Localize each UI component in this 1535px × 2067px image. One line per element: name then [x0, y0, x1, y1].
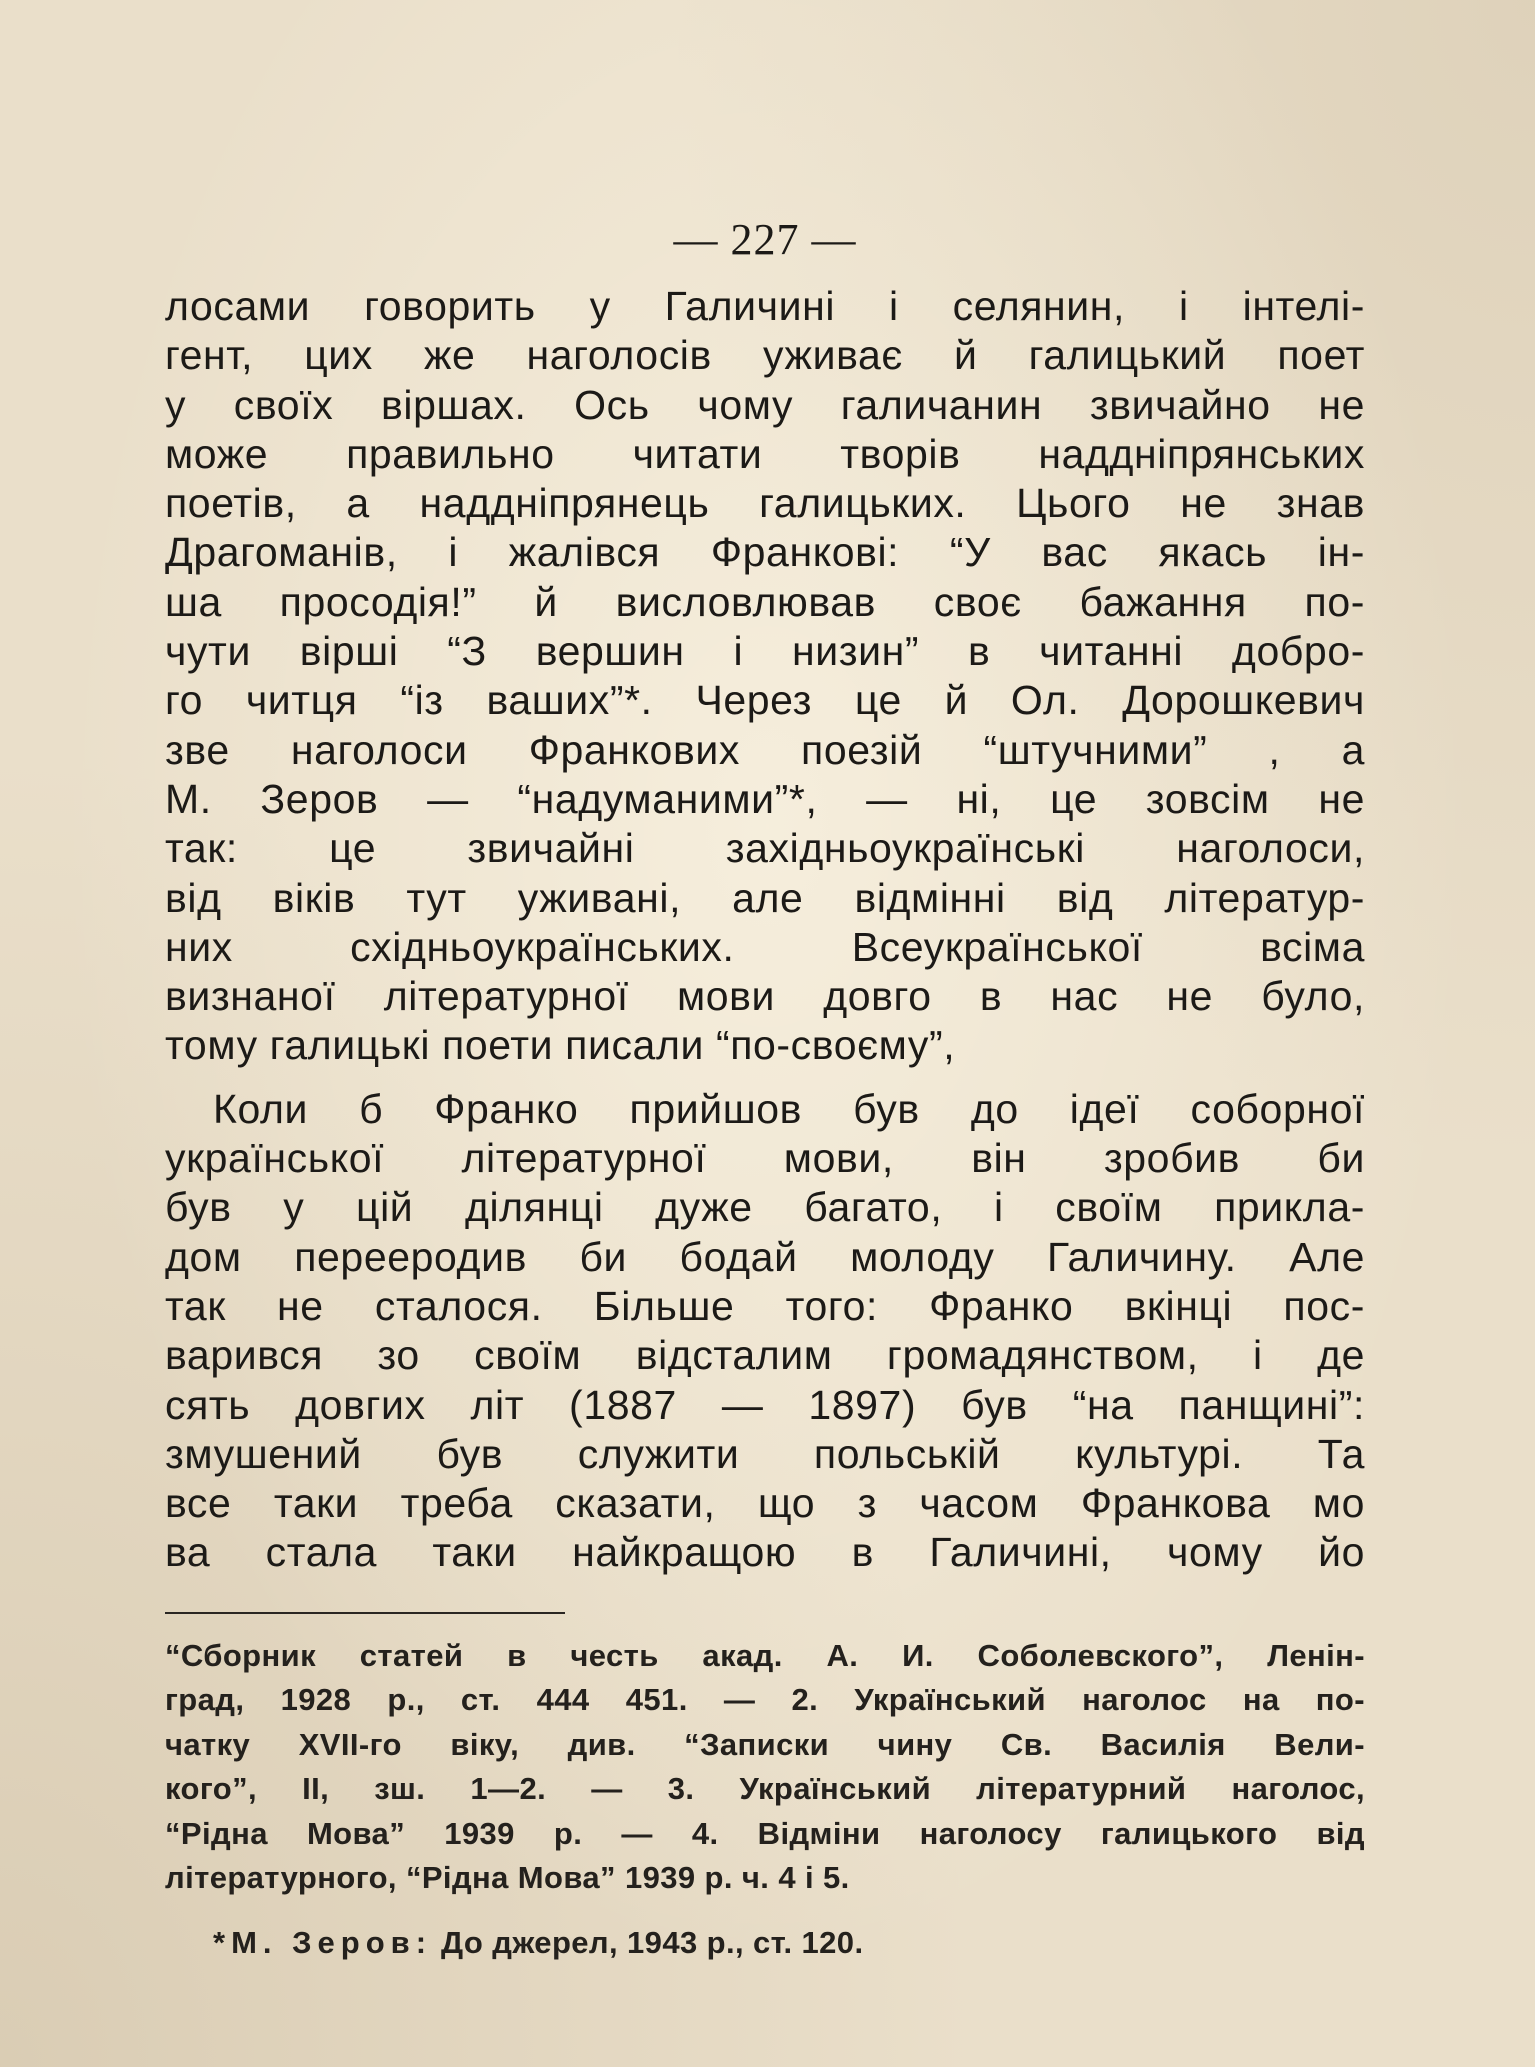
text-line: дом перееродив би бодай молоду Галичину. Але — [165, 1233, 1365, 1280]
footnote-line: град, 1928 р., ст. 444 451. — 2. Український наголос на по- — [165, 1682, 1365, 1718]
paragraph-gap — [165, 1071, 1365, 1085]
text-line: тому галицькі поети писали “по-своєму”, — [165, 1022, 956, 1069]
footnote-line: літературного, “Рідна Мова” 1939 р. ч. 4 і 5. — [165, 1860, 850, 1896]
text-line: так не сталося. Більше того: Франко вкінці пос- — [165, 1282, 1365, 1329]
text-line: Драгоманів, і жалівся Франкові: “У вас якась ін- — [165, 529, 1365, 576]
footnote-text: До джерел, 1943 р., ст. 120. — [441, 1924, 864, 1960]
text-line: так: це звичайні західньоукраїнські наголоси, — [165, 825, 1365, 872]
text-line: лосами говорить у Галичині і селянин, і інтелі- — [165, 283, 1365, 329]
text-line: у своїх віршах. Ось чому галичанин звичайно не — [165, 381, 1365, 428]
text-line: варився зо своїм відсталим громадянством, і де — [165, 1332, 1365, 1379]
text-line: Коли б Франко прийшов був до ідеї соборної — [213, 1085, 1365, 1132]
text-line: визнаної літературної мови довго в нас не було, — [165, 973, 1365, 1020]
text-line: сять довгих літ (1887 — 1897) був “на панщині”: — [165, 1381, 1365, 1428]
footnote-line: чатку XVII-го віку, див. “Записки чину Св. Василія Вели- — [165, 1726, 1365, 1762]
page-number: — 227 — — [673, 215, 857, 264]
footnote-line: “Сборник статей в честь акад. А. И. Соболевского”, Ленін- — [165, 1637, 1365, 1673]
footnotes — [165, 1634, 1365, 1966]
paragraph-1 — [165, 282, 1365, 1071]
text-line: гент, цих же наголосів уживає й галицький поет — [165, 332, 1365, 379]
main-text — [165, 282, 1365, 1578]
footnote-1 — [165, 1634, 1365, 1901]
text-line: змушений був служити польській культурі. Та — [165, 1430, 1365, 1477]
footnote-2 — [165, 1921, 1365, 1966]
text-line: ва стала таки найкращою в Галичині, чому йо — [165, 1529, 1365, 1576]
text-line: від віків тут уживані, але відмінні від літератур- — [165, 874, 1365, 921]
paragraph-2 — [165, 1085, 1365, 1578]
text-line: ша просодія!” й висловлював своє бажання по- — [165, 578, 1365, 625]
book-page — [165, 210, 1365, 1965]
text-line: зве наголоси Франкових поезій “штучними” , а — [165, 726, 1365, 773]
text-line: М. Зеров — “надуманими”*, — ні, це зовсім не — [165, 775, 1365, 822]
text-line: української літературної мови, він зробив би — [165, 1135, 1365, 1182]
text-line: може правильно читати творів наддніпрянських — [165, 430, 1365, 477]
text-line: був у цій ділянці дуже багато, і своїм прикла- — [165, 1184, 1365, 1231]
footnote-line: кого”, II, зш. 1—2. — 3. Український літературний наголос, — [165, 1771, 1365, 1807]
footnote-gap — [165, 1901, 1365, 1921]
footnote-marker: *М. Зеров: — [213, 1924, 433, 1960]
text-line: все таки треба сказати, що з часом Франкова мо — [165, 1480, 1365, 1527]
footnote-line: “Рідна Мова” 1939 р. — 4. Відміни наголосу галицького від — [165, 1815, 1365, 1851]
text-line: го читця “із ваших”*. Через це й Ол. Дорошкевич — [165, 677, 1365, 724]
footnote-divider — [165, 1612, 565, 1614]
text-line: поетів, а наддніпрянець галицьких. Цього не знав — [165, 480, 1365, 527]
text-line: чути вірші “З вершин і низин” в читанні добро- — [165, 628, 1365, 675]
text-line: них східньоукраїнських. Всеукраїнської всіма — [165, 923, 1365, 970]
